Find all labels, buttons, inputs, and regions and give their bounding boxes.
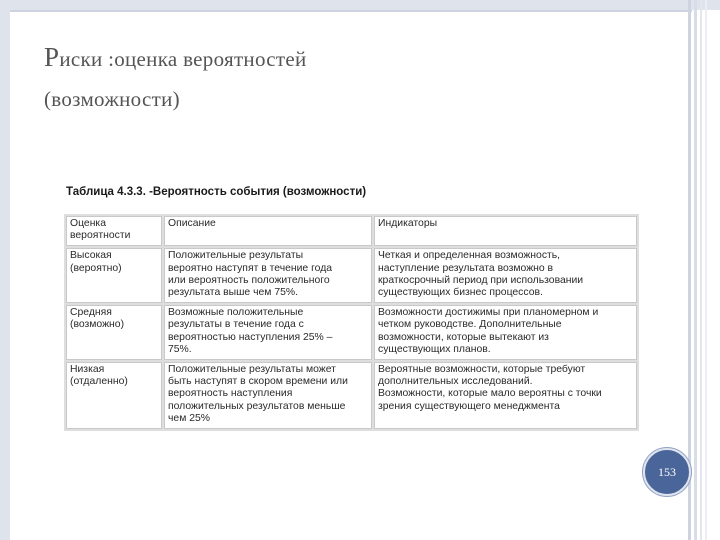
rating-cell bbox=[66, 362, 162, 429]
slide-frame-inner-top bbox=[10, 10, 692, 12]
cell-text-line: положительных результатов меньше bbox=[168, 400, 346, 412]
cell-text-line: зрения существующего менеджмента bbox=[378, 400, 560, 412]
cell-text-line: Оценка bbox=[70, 218, 106, 229]
cell-text-line: существующих бизнес процессов. bbox=[378, 287, 543, 299]
rating-cell bbox=[66, 248, 162, 303]
slide-frame-left bbox=[0, 0, 10, 540]
slide-title bbox=[44, 38, 664, 118]
cell-text-line: (вероятно) bbox=[70, 262, 122, 274]
cell-text-line: Низкая bbox=[70, 364, 105, 376]
cell-text-line: Возможности, которые мало вероятны с точки bbox=[378, 388, 602, 400]
table-row bbox=[66, 362, 637, 429]
cell-text-line: четком руководстве. Дополнительные bbox=[378, 319, 562, 331]
slide-frame-right-line bbox=[688, 0, 691, 540]
cell-text-line: Возможности достижимы при планомерном и bbox=[378, 307, 599, 319]
title-line-1-text: иски :оценка вероятностей bbox=[59, 47, 307, 71]
slide-frame-right-line bbox=[705, 0, 707, 540]
cell-text-line: Индикаторы bbox=[378, 218, 438, 229]
cell-text-line: (возможно) bbox=[70, 319, 125, 331]
cell-text-line: результаты в течение года с bbox=[168, 319, 304, 331]
cell-text-line: наступление результата возможно в bbox=[378, 262, 554, 274]
cell-text-line: (отдаленно) bbox=[70, 376, 128, 388]
description-cell bbox=[164, 248, 372, 303]
page-number-badge bbox=[643, 448, 691, 496]
cell-text-line: дополнительных исследований. bbox=[378, 376, 533, 388]
cell-text-line: вероятностью наступления 25% – bbox=[168, 331, 333, 343]
slide-frame-right-line bbox=[700, 0, 702, 540]
cell-text-line: или вероятность положительного bbox=[168, 274, 330, 286]
cell-text-line: вероятно наступят в течение года bbox=[168, 262, 333, 274]
cell-text-line: Описание bbox=[168, 218, 216, 229]
description-cell bbox=[164, 362, 372, 429]
probability-table bbox=[64, 214, 639, 431]
description-cell bbox=[164, 216, 372, 246]
cell-text-line: краткосрочный период при использовании bbox=[378, 274, 584, 286]
table-caption: Таблица 4.3.3. -Вероятность события (возможности) bbox=[66, 186, 367, 198]
cell-text-line: Высокая bbox=[70, 250, 112, 262]
rating-cell bbox=[66, 305, 162, 360]
indicators-cell bbox=[374, 248, 637, 303]
cell-text-line: результата выше чем 75%. bbox=[168, 287, 299, 299]
slide-frame-right-line bbox=[694, 0, 697, 540]
cell-text-line: быть наступят в скором времени или bbox=[168, 376, 348, 388]
table-row bbox=[66, 248, 637, 303]
cell-text-line: 75%. bbox=[168, 343, 192, 355]
cell-text-line: Вероятные возможности, которые требуют bbox=[378, 364, 586, 376]
description-cell bbox=[164, 305, 372, 360]
indicators-cell bbox=[374, 362, 637, 429]
cell-text-line: чем 25% bbox=[168, 412, 211, 424]
indicators-cell bbox=[374, 305, 637, 360]
cell-text-line: вероятности bbox=[70, 230, 131, 242]
title-initial: Р bbox=[44, 42, 60, 72]
cell-text-line: Возможные положительные bbox=[168, 307, 304, 319]
cell-text-line: возможности, которые вытекают из bbox=[378, 331, 549, 343]
cell-text-line: вероятность наступления bbox=[168, 388, 293, 400]
rating-cell bbox=[66, 216, 162, 246]
cell-text-line: Положительные результаты может bbox=[168, 364, 336, 376]
page-number: 153 bbox=[658, 464, 676, 479]
probability-table-body bbox=[66, 216, 637, 429]
slide-frame-top bbox=[0, 0, 720, 10]
indicators-cell bbox=[374, 216, 637, 246]
cell-text-line: Четкая и определенная возможность, bbox=[378, 250, 561, 262]
cell-text-line: существующих планов. bbox=[378, 343, 491, 355]
cell-text-line: Положительные результаты bbox=[168, 250, 304, 262]
table-row bbox=[66, 305, 637, 360]
table-header-row bbox=[66, 216, 637, 246]
title-line-2: (возможности) bbox=[44, 87, 180, 111]
cell-text-line: Средняя bbox=[70, 307, 112, 319]
title-line-1 bbox=[44, 42, 307, 72]
